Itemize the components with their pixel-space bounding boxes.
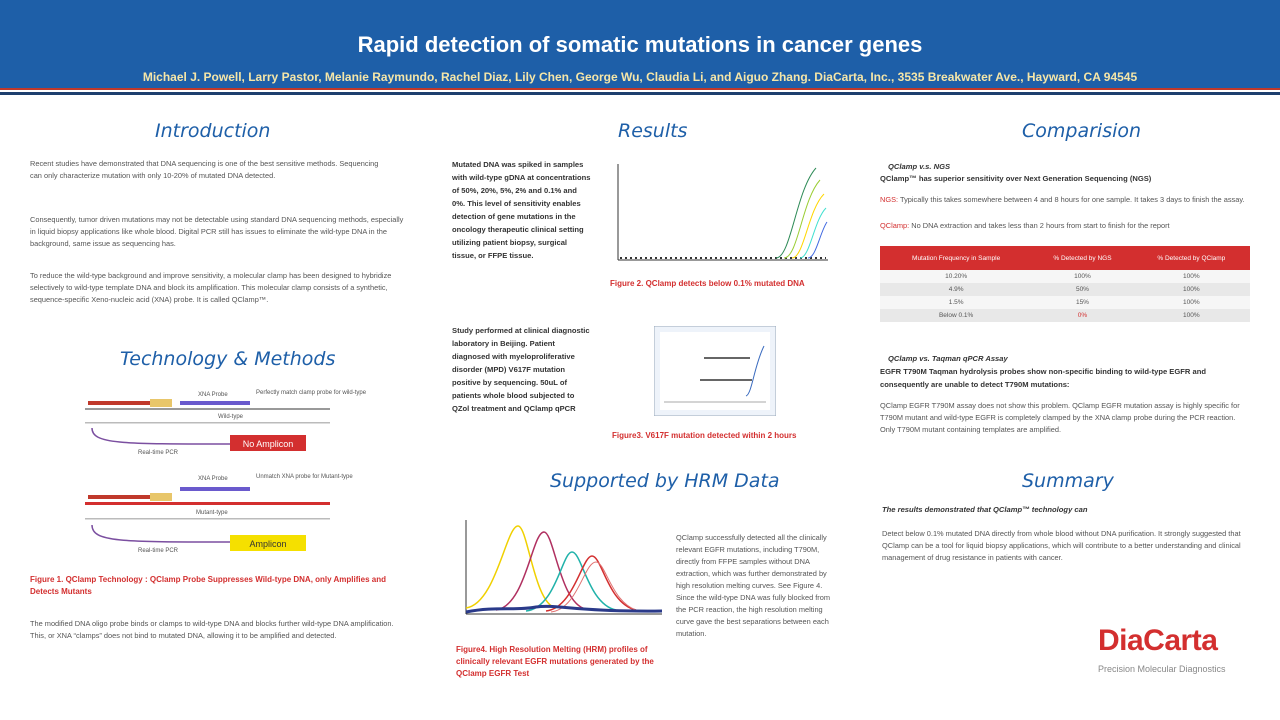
table-row [880, 270, 1250, 283]
table-cell: 50% [1032, 283, 1132, 296]
diacarta-logo: DiaCarta [1098, 624, 1218, 657]
qclamp-text: No DNA extraction and takes less than 2 hours from start to finish for the report [909, 221, 1170, 230]
comparison-title: Comparision [1022, 120, 1142, 142]
table-cell: 1.5% [880, 296, 1032, 309]
table-cell: 100% [1133, 309, 1250, 322]
table-row [880, 309, 1250, 322]
no-amplicon-label: No Amplicon [242, 439, 294, 449]
xna-probe-label-1: XNA Probe [198, 392, 228, 398]
wild-type-label: Wild-type [218, 414, 244, 420]
unmatch-note: Unmatch XNA probe for Mutant-type [256, 474, 353, 480]
comparison-subheading-2: EGFR T790M Taqman hydrolysis probes show non-specific binding to wild-type EGFR and consequently are unable to detect T790M mutations: [880, 367, 1207, 389]
comparison-text-2: QClamp EGFR T790M assay does not show this problem. QClamp EGFR mutation assay is highly specific for T790M mutant and wild-type EGFR is completely clamped by the XNA clamp probe during the PCR reaction. Only T790M mutant containing templates are amplified. [880, 401, 1240, 434]
table-cell: 10.20% [880, 270, 1032, 283]
qclamp-note [880, 220, 1250, 232]
summary-lead: The results demonstrated that QClamp™ technology can [882, 505, 1088, 514]
table-header: % Detected by QClamp [1133, 246, 1250, 270]
perfect-match-note: Perfectly match clamp probe for wild-type [256, 390, 367, 396]
results-paragraph-1: Mutated DNA was spiked in samples with wild-type gDNA at concentrations of 50%, 20%, 5%, 2% and 0.1% and 0%. This level of sensitivity enables detection of gene mutations in the oncology therapeutic clinical setting utilizing patient biopsy, surgical tissue, or FFPE tissue. [452, 160, 591, 260]
methods-title: Technology & Methods [120, 348, 336, 370]
mutant-type-label: Mutant-type [196, 510, 228, 516]
fig4-peak-magenta [496, 532, 586, 610]
table-cell: 100% [1032, 270, 1132, 283]
fig4-peak-yellow [466, 526, 556, 608]
intro-paragraph-2: Consequently, tumor driven mutations may not be detectable using standard DNA sequencing methods, especially in liquid biopsy applications like whole blood. Digital PCR still has issues to eliminate the wild-type DNA in the background, same issue as sequencing has. [30, 215, 404, 248]
fig4-peak-teal [526, 552, 616, 611]
amplification-arrow-2 [92, 525, 230, 542]
table-header: % Detected by NGS [1032, 246, 1132, 270]
table-cell: 15% [1032, 296, 1132, 309]
intro-paragraph-1: Recent studies have demonstrated that DNA sequencing is one of the best sensitive methods. Sequencing can only characterize mutation with only 10-20% of mutated DNA detected. [30, 159, 379, 180]
xna-probe-strand-2 [180, 487, 250, 491]
poster-title: Rapid detection of somatic mutations in cancer genes [357, 32, 923, 57]
xna-probe-strand-1 [180, 401, 250, 405]
comparison-subheading-1: QClamp™ has superior sensitivity over Next Generation Sequencing (NGS) [880, 174, 1152, 183]
results-title: Results [618, 120, 688, 142]
summary-title: Summary [1022, 470, 1114, 492]
xna-probe-label-2: XNA Probe [198, 476, 228, 482]
intro-paragraph-3: To reduce the wild-type background and improve sensitivity, a molecular clamp has been designed to hybridize selectively to wild-type template DNA and block its amplification. This molecular clamp consists of a synthetic, sequence-specific Xeno-nucleic acid (XNA) probe. It is called QClamp™. [30, 271, 392, 304]
diacarta-tagline: Precision Molecular Diagnostics [1098, 664, 1226, 674]
template-line-2 [85, 518, 330, 520]
template-strand-1 [85, 408, 330, 410]
poster-authors: Michael J. Powell, Larry Pastor, Melanie Raymundo, Rachel Diaz, Lily Chen, George Wu, Claudia Li, and Aiguo Zhang. DiaCarta, Inc., 3535 Breakwater Ave., Hayward, CA 94545 [142, 70, 1138, 84]
results-paragraph-2: Study performed at clinical diagnostic laboratory in Beijing. Patient diagnosed with myeloproliferative disorder (MPD) V617F mutation positive by sequencing. 50uL of patients whole blood subjected to QZol treatment and QClamp qPCR [452, 326, 590, 413]
table-row [880, 283, 1250, 296]
ngs-label: NGS: [880, 195, 899, 204]
comparison-heading-2: QClamp vs. Taqman qPCR Assay [888, 354, 1008, 363]
fig3-plot-area [660, 332, 770, 410]
amplicon-label: Amplicon [249, 539, 287, 549]
primer-strand-2 [88, 495, 150, 499]
table-header: Mutation Frequency in Sample [880, 246, 1032, 270]
ngs-vs-qclamp-table [880, 246, 1250, 322]
methods-text: The modified DNA oligo probe binds or clamps to wild-type DNA and blocks further wild-type DNA amplification. This, or XNA “clamps” does not bind to mutated DNA, allowing it to be amplified and detected. [30, 619, 394, 640]
hrm-title: Supported by HRM Data [550, 470, 780, 492]
table-cell: 100% [1133, 270, 1250, 283]
primer-block-1 [150, 399, 172, 407]
ngs-text: Typically this takes somewhere between 4 and 8 hours for one sample. It takes 3 days to finish the assay. [898, 195, 1245, 204]
template-strand-2 [85, 502, 330, 505]
primer-block-2 [150, 493, 172, 501]
template-line-1 [85, 422, 330, 424]
table-cell: Below 0.1% [880, 309, 1032, 322]
hrm-text: QClamp successfully detected all the clinically relevant EGFR mutations, including T790M, directly from FFPE samples without DNA extraction, which was further demonstrated by high resolution melting curves. See Figure 4. Since the wild-type DNA was fully blocked from the PCR reaction, the high resolution melting curve gave the best separations between each mutation. [676, 533, 831, 638]
figure-3-amplification-plot [654, 326, 776, 416]
table-cell: 100% [1133, 296, 1250, 309]
fig4-peak-pink [551, 562, 640, 612]
table-cell: 4.9% [880, 283, 1032, 296]
introduction-title: Introduction [155, 120, 271, 142]
figure-2-caption: Figure 2. QClamp detects below 0.1% mutated DNA [610, 279, 805, 288]
figure-3-caption: Figure3. V617F mutation detected within 2 hours [612, 431, 797, 440]
ngs-note [880, 194, 1250, 206]
comparison-heading-1: QClamp v.s. NGS [888, 162, 951, 171]
figure-4-caption: Figure4. High Resolution Melting (HRM) profiles of clinically relevant EGFR mutations generated by the QClamp EGFR Test [456, 645, 654, 678]
table-row [880, 296, 1250, 309]
primer-strand-1 [88, 401, 150, 405]
summary-text: Detect below 0.1% mutated DNA directly from whole blood without DNA purification. It strongly suggested that QClamp can be a tool for liquid biopsy applications, which will contribute to a better understanding and clinical management of drug resistance in patients with cancer. [882, 529, 1241, 562]
figure-2-amplification-plot [606, 160, 836, 272]
figure-4-hrm-plot [456, 516, 666, 622]
table-cell: 0% [1032, 309, 1132, 322]
header-divider [0, 92, 1280, 95]
amplification-arrow-1 [92, 428, 230, 444]
table-header-row [880, 246, 1250, 270]
qclamp-diagram [80, 382, 380, 572]
qclamp-label: QClamp: [880, 221, 910, 230]
table-cell: 100% [1133, 283, 1250, 296]
real-time-pcr-label-1: Real-time PCR [138, 450, 179, 456]
figure-1-caption: Figure 1. QClamp Technology : QClamp Probe Suppresses Wild-type DNA, only Amplifies and Detects Mutants [30, 575, 386, 596]
real-time-pcr-label-2: Real-time PCR [138, 548, 179, 554]
